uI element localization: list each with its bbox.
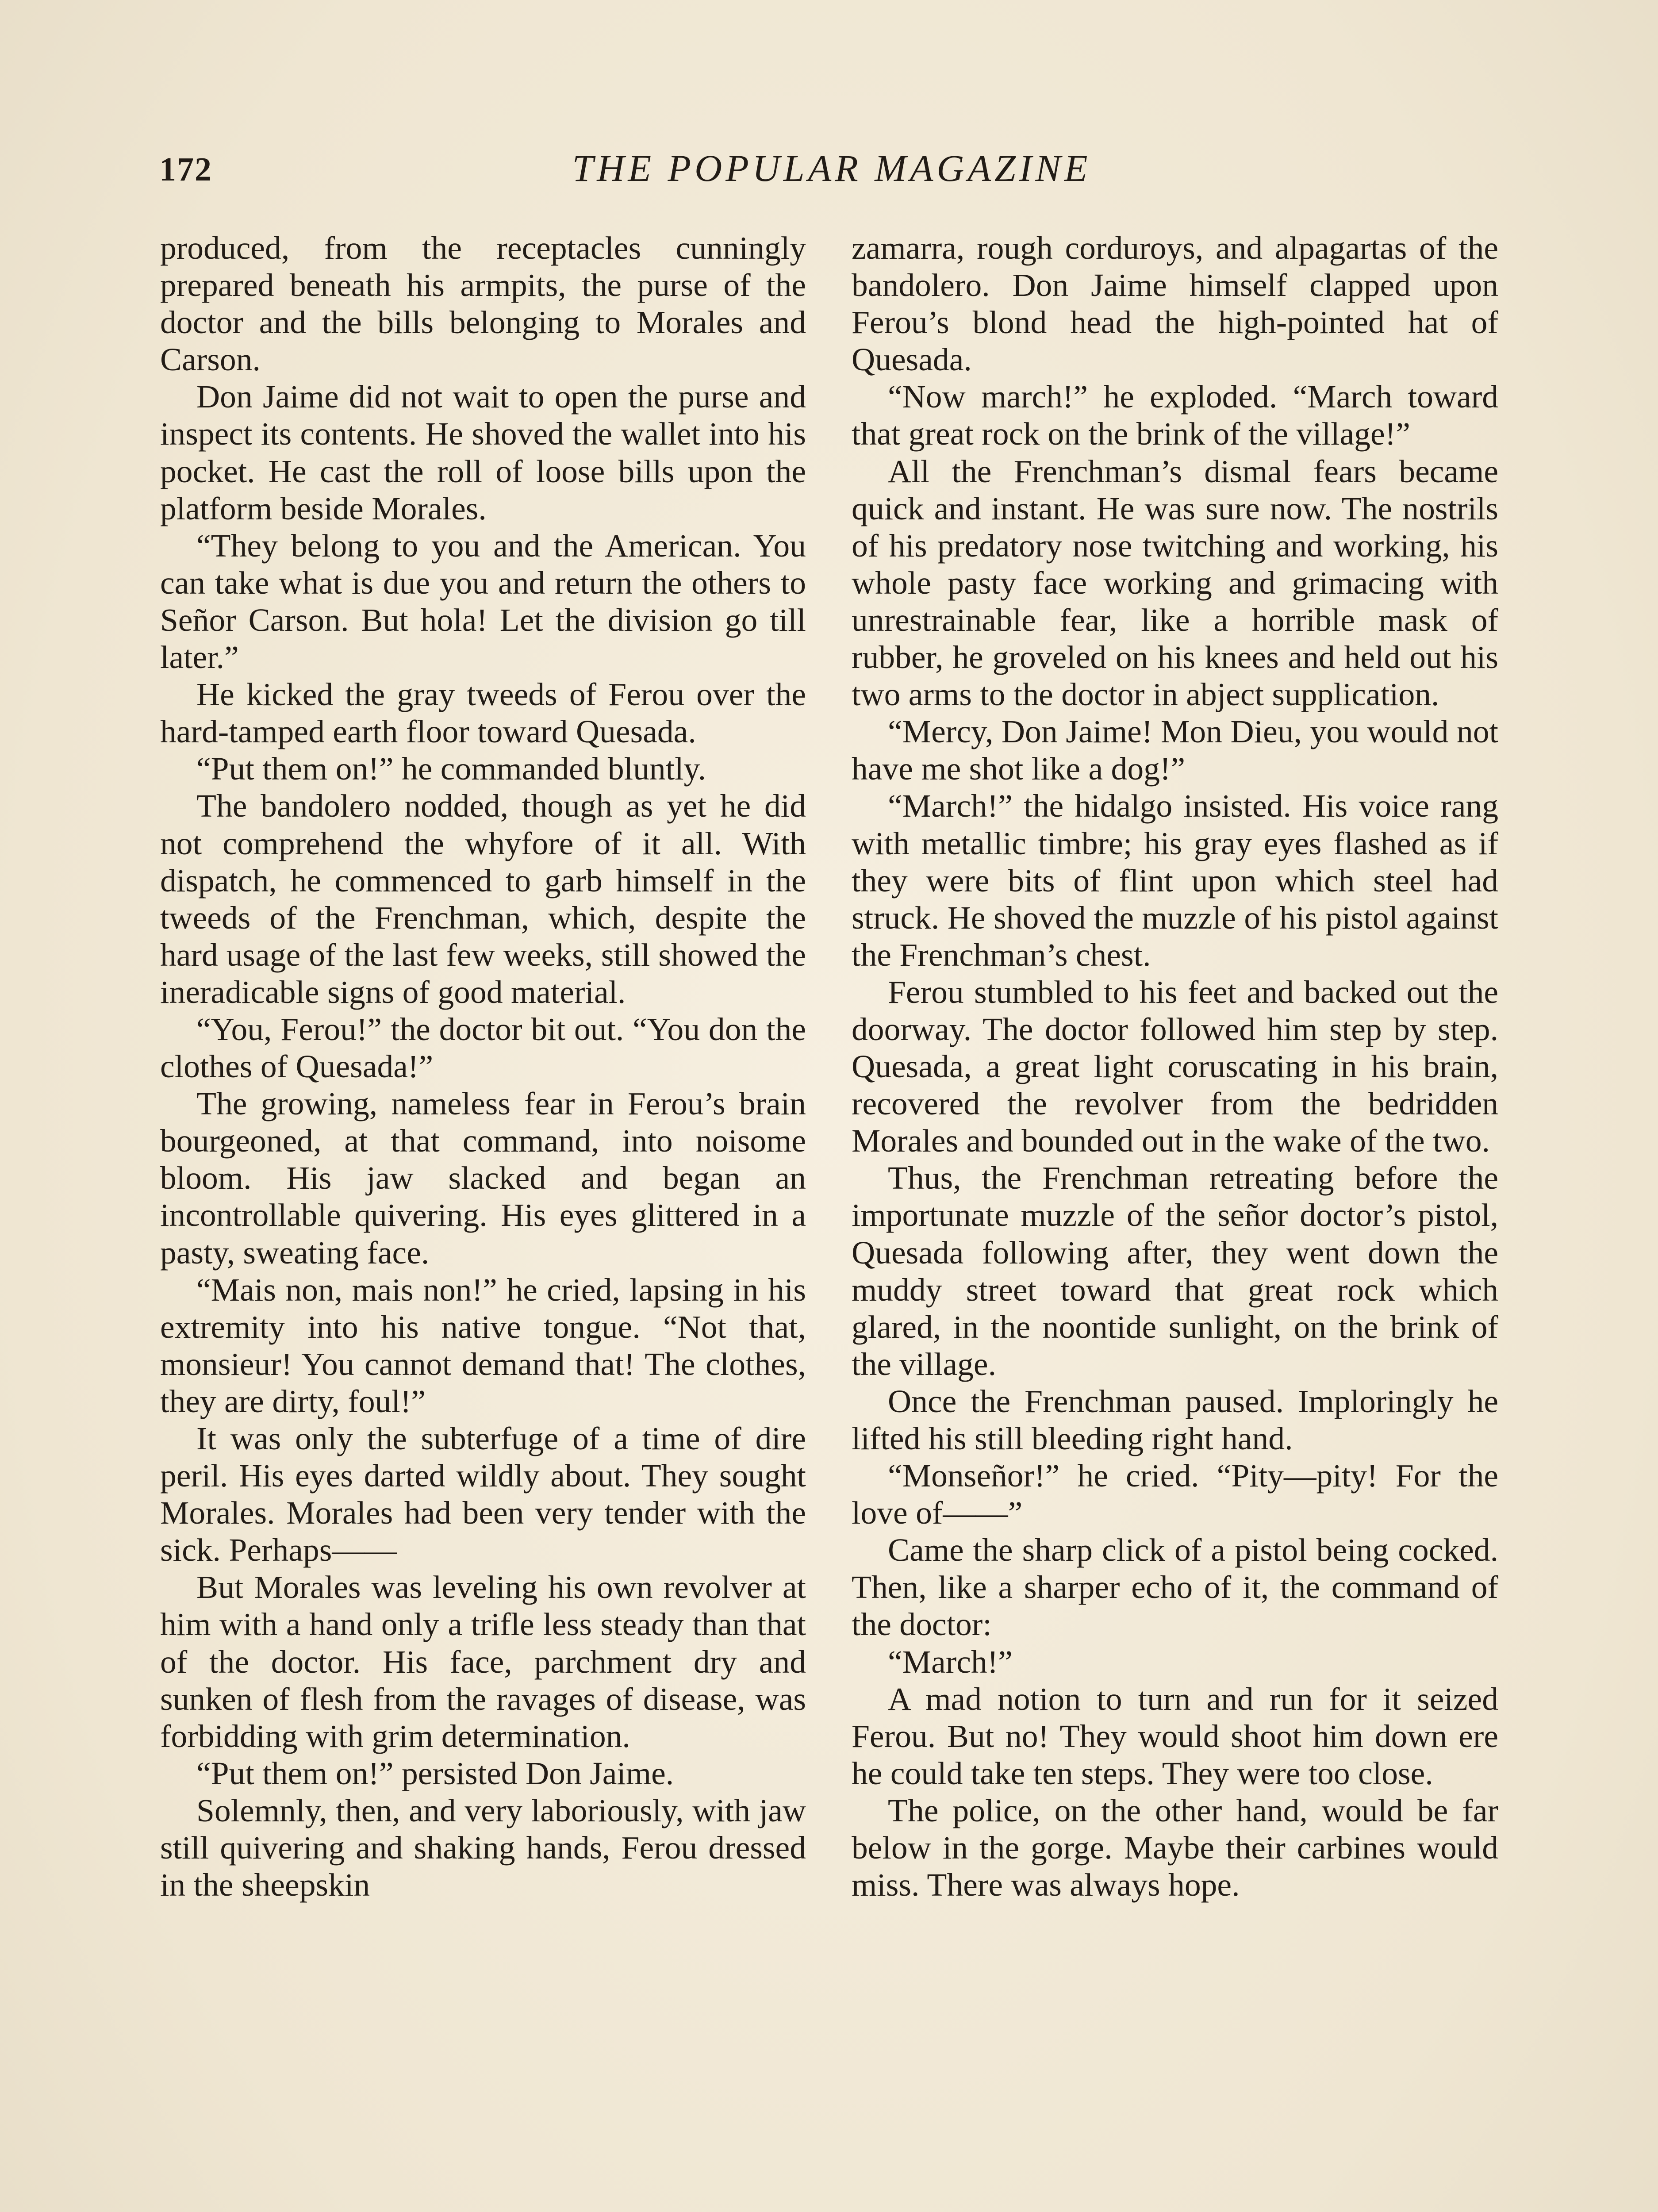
right-text-column bbox=[852, 229, 1498, 1903]
paragraph: But Morales was leveling his own revolver at him with a hand only a trifle less steady than that of the doctor. His face, parchment dry and sunken of flesh from the ravages of disease, was forbidding with grim determination. bbox=[160, 1569, 806, 1754]
paragraph: zamarra, rough corduroys, and alpagartas of the bandolero. Don Jaime himself clapped upon Ferou’s blond head the high-pointed hat of Quesada. bbox=[852, 230, 1498, 378]
paragraph: “March!” the hidalgo insisted. His voice rang with metallic timbre; his gray eyes flashed as if they were bits of flint upon which steel had struck. He shoved the muzzle of his pistol against the Frenchman’s chest. bbox=[852, 787, 1498, 973]
paragraph: It was only the subterfuge of a time of dire peril. His eyes darted wildly about. They sought Morales. Morales had been very tender with the sick. Perhaps—— bbox=[160, 1420, 806, 1568]
paragraph: “Monseñor!” he cried. “Pity—pity! For the love of——” bbox=[852, 1457, 1498, 1531]
paragraph: “Mais non, mais non!” he cried, lapsing in his extremity into his native tongue. “Not that, monsieur! You cannot demand that! The clothes, they are dirty, foul!” bbox=[160, 1271, 806, 1419]
paragraph: “Put them on!” he commanded bluntly. bbox=[196, 750, 706, 787]
left-text-column bbox=[160, 229, 806, 1903]
paragraph: Thus, the Frenchman retreating before the importunate muzzle of the señor doctor’s pistol, Quesada following after, they went down the muddy street toward that great rock which glared, in the noontide sunlight, on the brink of the village. bbox=[852, 1160, 1498, 1382]
paragraph: “Now march!” he exploded. “March toward that great rock on the brink of the village!” bbox=[852, 378, 1498, 452]
paragraph: Don Jaime did not wait to open the purse and inspect its contents. He shoved the wallet into his pocket. He cast the roll of loose bills upon the platform beside Morales. bbox=[160, 378, 806, 526]
running-title: THE POPULAR MAGAZINE bbox=[572, 147, 1091, 189]
paragraph: All the Frenchman’s dismal fears became quick and instant. He was sure now. The nostrils of his predatory nose twitching and working, his whole pasty face working and grimacing with unrestrainable fear, like a horrible mask of rubber, he groveled on his knees and held out his two arms to the doctor in abject supplication. bbox=[852, 453, 1498, 713]
paragraph: “You, Ferou!” the doctor bit out. “You don the clothes of Quesada!” bbox=[160, 1010, 806, 1085]
paragraph: “Put them on!” persisted Don Jaime. bbox=[196, 1755, 674, 1791]
paragraph: Once the Frenchman paused. Imploringly he lifted his still bleeding right hand. bbox=[852, 1382, 1498, 1456]
paragraph: “March!” bbox=[888, 1643, 1013, 1680]
paragraph: The bandolero nodded, though as yet he did not comprehend the whyfore of it all. With dispatch, he commenced to garb himself in the tweeds of the Frenchman, which, despite the hard usage of the last few weeks, still showed the ineradicable signs of good material. bbox=[160, 787, 806, 1010]
paragraph: A mad notion to turn and run for it seized Ferou. But no! They would shoot him down ere he could take ten steps. They were too close. bbox=[852, 1680, 1498, 1791]
paragraph: Came the sharp click of a pistol being cocked. Then, like a sharper echo of it, the command of the doctor: bbox=[852, 1532, 1498, 1643]
paragraph: The police, on the other hand, would be far below in the gorge. Maybe their carbines would miss. There was always hope. bbox=[852, 1792, 1498, 1903]
page-number: 172 bbox=[159, 151, 212, 188]
paragraph: The growing, nameless fear in Ferou’s brain bourgeoned, at that command, into noisome bloom. His jaw slacked and began an incontrollable quivering. His eyes glittered in a pasty, sweating face. bbox=[160, 1085, 806, 1271]
paragraph: He kicked the gray tweeds of Ferou over the hard-tamped earth floor toward Quesada. bbox=[160, 676, 806, 750]
paragraph: Ferou stumbled to his feet and backed out the doorway. The doctor followed him step by step. Quesada, a great light coruscating in his brain, recovered the revolver from the bedridden Morales and bounded out in the wake of the two. bbox=[852, 973, 1498, 1159]
paragraph: produced, from the receptacles cunningly prepared beneath his armpits, the purse of the doctor and the bills belonging to Morales and Carson. bbox=[160, 230, 806, 378]
paragraph: Solemnly, then, and very laboriously, with jaw still quivering and shaking hands, Ferou dressed in the sheepskin bbox=[160, 1792, 806, 1903]
paragraph: “They belong to you and the American. You can take what is due you and return the others to Señor Carson. But hola! Let the division go till later.” bbox=[160, 527, 806, 676]
paragraph: “Mercy, Don Jaime! Mon Dieu, you would not have me shot like a dog!” bbox=[852, 713, 1498, 787]
page-header bbox=[159, 146, 1504, 204]
